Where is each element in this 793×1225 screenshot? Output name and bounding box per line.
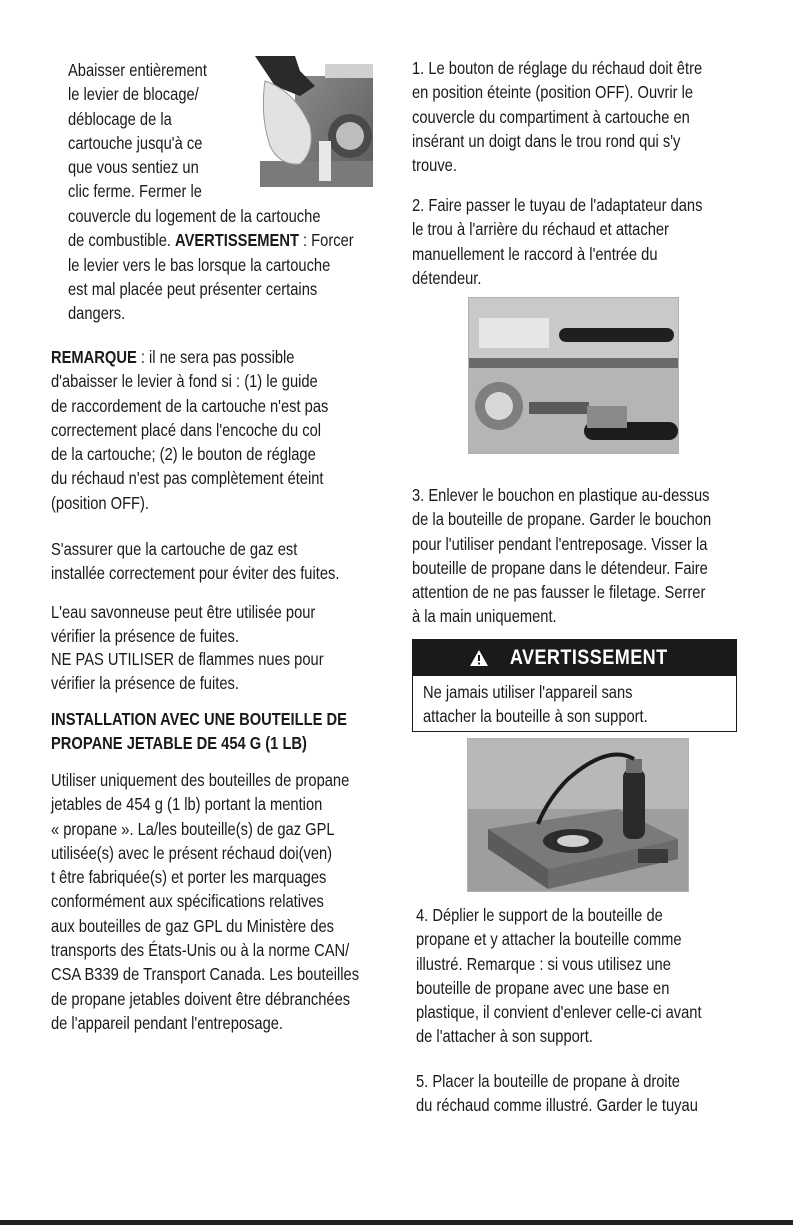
remarque-text: : il ne sera pas possible d'abaisser le levier à fond si : (1) le guide de raccordement de la cartouche n'est pas correctement placé dans l'encoche du col de la cartouche; (2) le bouton de réglage du réchaud n'est pas complètement éteint (position OFF). — [51, 347, 329, 513]
regulator-photo-illustration — [469, 298, 678, 453]
remarque-note — [51, 345, 328, 515]
remarque-label: REMARQUE — [51, 347, 137, 367]
lock-warning-text: : Forcer le levier vers le bas lorsque la cartouche est mal placée peut présenter certains dangers. — [68, 230, 354, 324]
step-4: 4. Déplier le support de la bouteille de propane et y attacher la bouteille comme illustré. Remarque : si vous utilisez une bouteille de propane avec une base en plastique, il convient d'enlever celle-ci avant de l'attacher à son support. — [416, 905, 702, 1047]
lock-lever-instruction: Abaisser entièrement le levier de blocage/ déblocage de la cartouche jusqu'à ce que vous sentiez un clic ferme. Fermer le — [68, 60, 207, 202]
propane-usage-text: Utiliser uniquement des bouteilles de propane jetables de 454 g (1 lb) portant la mention « propane ». La/les bouteille(s) de gaz GPL utilisée(s) avec le présent réchaud doi(ven) t être fabriquée(s) et porter les marquages conformément aux spécifications relatives aux bouteilles de gaz GPL du Ministère des transports des États-Unis ou à la norme CAN/ CSA B339 de Transport Canada. Les bouteilles de propane jetables doivent être débranchées de l'appareil pendant l'entreposage. — [51, 770, 360, 1033]
regulator-photo — [468, 297, 679, 454]
warning-title: AVERTISSEMENT — [509, 646, 668, 669]
step-5: 5. Placer la bouteille de propane à droite du réchaud comme illustré. Garder le tuyau — [416, 1071, 698, 1116]
stove-photo — [467, 738, 689, 892]
lever-photo-illustration — [255, 56, 373, 187]
lock-cover-instruction — [68, 204, 354, 325]
no-flame-text: NE PAS UTILISER de flammes nues pour vérifier la présence de fuites. — [51, 649, 324, 694]
warning-word: AVERTISSEMENT — [175, 230, 299, 251]
warning-text: Ne jamais utiliser l'appareil sans attacher la bouteille à son support. — [423, 682, 648, 727]
lock-cover-text: couvercle du logement de la cartouche de combustible. — [68, 206, 321, 251]
section-heading: INSTALLATION AVEC UNE BOUTEILLE DE PROPANE JETABLE DE 454 G (1 LB) — [51, 709, 347, 754]
step-2: 2. Faire passer le tuyau de l'adaptateur dans le trou à l'arrière du réchaud et attacher manuellement le raccord à l'entrée du détendeur. — [412, 195, 703, 288]
soapy-water-text: L'eau savonneuse peut être utilisée pour vérifier la présence de fuites. — [51, 602, 316, 647]
page-bottom-rule — [0, 1220, 793, 1225]
step-3: 3. Enlever le bouchon en plastique au-dessus de la bouteille de propane. Garder le bouchon pour l'utiliser pendant l'entreposage. Visser la bouteille de propane dans le détendeur. Faire attention de ne pas fausser le filetage. Serrer à la main uniquement. — [412, 485, 712, 627]
warning-triangle-icon — [469, 649, 489, 667]
step-1: 1. Le bouton de réglage du réchaud doit être en position éteinte (position OFF). Ouvrir le couvercle du compartiment à cartouche en insérant un doigt dans le trou rond qui s'y trouve. — [412, 58, 703, 176]
warning-box — [412, 639, 737, 732]
stove-photo-illustration — [468, 739, 688, 891]
install-check-text: S'assurer que la cartouche de gaz est installée correctement pour éviter des fuites. — [51, 539, 340, 584]
warning-header — [413, 640, 736, 676]
lever-photo — [255, 56, 373, 187]
